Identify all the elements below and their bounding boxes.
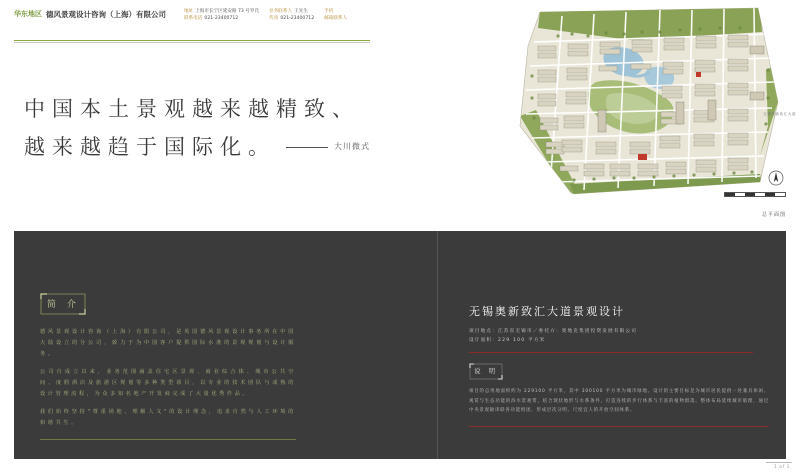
slogan-dash: [286, 147, 328, 148]
masterplan-drawing: [510, 6, 785, 204]
contact-item: [184, 15, 259, 22]
intro-paragraph: 公司自成立以来，业务范围涵盖住宅区景观、商业综合体、城市公共空间、度假酒店及旅游区规划等多种类型项目，以专业的技术团队与成熟的设计管理流程，为众多知名地产开发商完成了大量优秀作品。: [40, 369, 296, 397]
page-header: [14, 6, 369, 40]
slogan-line-2: 越来越趋于国际化。: [24, 135, 276, 159]
project-divider-bottom: [469, 426, 769, 427]
north-arrow-icon: [768, 170, 784, 186]
header-divider-secondary: [14, 42, 370, 43]
contact-value: 021-23400712: [204, 16, 239, 22]
project-body-text: 项目的总用地面积约为 229100 平方米，其中 300100 平方米为城市绿地。设计的主要目标是为城市居民提供一处兼具休闲、观赏与生态功能的滨水景观带，结合现状地形与水系条件，打造连续的步行体系与丰富的植物群落。整体布局延续城市肌理，通过中央景观轴串联各功能组团，形成层次分明、尺度宜人的开放空间体系。: [469, 389, 769, 413]
contact-label: 手机: [324, 9, 334, 14]
intro-paragraph: 我们始终坚持"尊重场地、理解人文"的设计理念，追求自然与人工环境的和谐共生。: [40, 409, 296, 426]
project-note-badge: [469, 363, 503, 380]
contact-item: [324, 15, 347, 22]
contact-label: 地址: [184, 9, 194, 14]
slogan-line-2-row: [24, 128, 404, 166]
contact-item: [269, 15, 314, 22]
panel-divider: [437, 231, 438, 459]
plan-caption: 总平面图: [761, 212, 786, 218]
plan-side-label: 无锡奥新致汇大道: [763, 112, 796, 116]
intro-section: [40, 293, 296, 440]
contact-item: [324, 8, 347, 15]
slogan-line-1: 中国本土景观越来越精致、: [24, 97, 360, 121]
contact-value: 上海市长宁区延安路 73 号罗氏: [195, 9, 260, 14]
contact-item: [269, 8, 314, 15]
footer-divider: [766, 462, 792, 463]
intro-divider: [40, 439, 296, 440]
contact-block: [184, 6, 347, 22]
project-divider-top: [469, 352, 753, 353]
contact-label: 业务联系人: [269, 9, 293, 14]
project-subtitle-line-2: 设计面积：229 100 平方米: [469, 338, 546, 343]
intro-paragraph: 德风景观设计咨询（上海）有限公司，是英国德风景观设计事务所在中国大陆设立的分公司，致力于为中国客户提供国际水准的景观规划与设计服务。: [40, 329, 296, 357]
hero-slogan: [24, 90, 404, 166]
contact-item: [184, 8, 259, 15]
header-divider: [14, 40, 370, 41]
company-name: 德风景观设计咨询（上海）有限公司: [46, 10, 166, 19]
project-subtitle-line-1: 项目地点：江苏省无锡市／委托方：奥地克集团投资发展有限公司: [469, 329, 638, 334]
contact-value: 021-23400712: [280, 16, 315, 22]
project-title: 无锡奥新致汇大道景观设计: [469, 305, 625, 318]
contact-label: 联系电话: [184, 16, 203, 22]
page-number: 1 of 1: [774, 465, 790, 470]
brand-logo: [14, 6, 42, 19]
project-section: [469, 303, 769, 427]
slogan-author: 大川微式: [334, 142, 370, 151]
scale-bar-ticks: [724, 192, 786, 197]
intro-badge-label: 简 介: [47, 300, 80, 310]
contact-label: 邮箱联系人: [324, 16, 348, 22]
contact-value: 王先生: [294, 9, 308, 14]
masterplan-image: [492, 0, 800, 228]
dark-content-panel: [14, 231, 786, 459]
scale-bar-icon: [724, 192, 786, 200]
contact-label: 传真: [269, 16, 279, 22]
brand-mark: 华东地区: [14, 10, 42, 18]
intro-badge: [40, 293, 86, 315]
project-badge-label: 说 明: [474, 367, 499, 375]
